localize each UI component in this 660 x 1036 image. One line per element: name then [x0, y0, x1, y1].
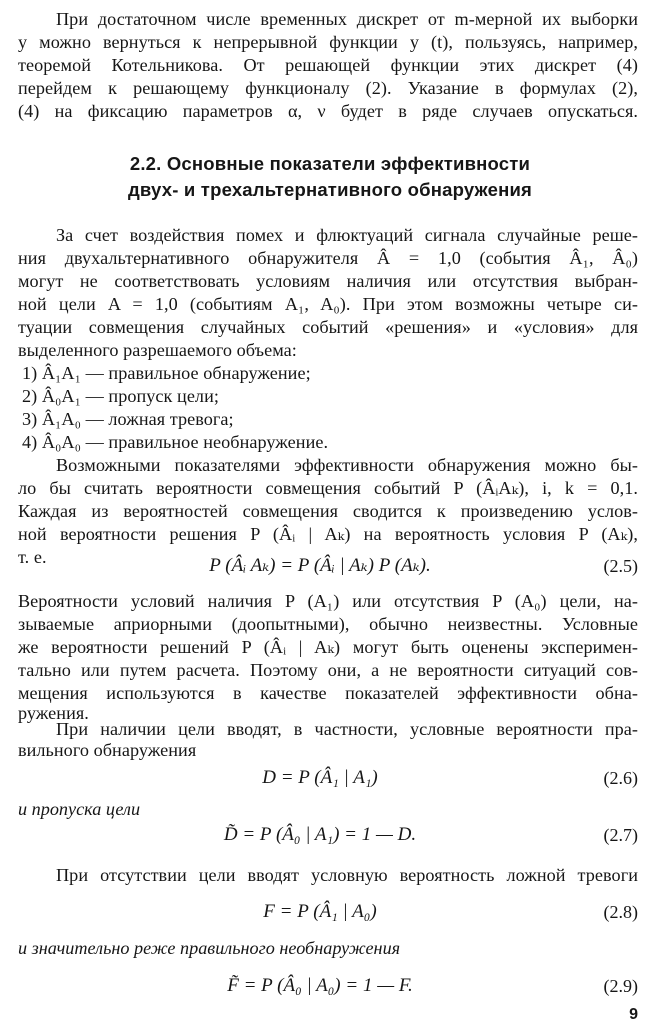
list-item: 1) Â₁A₁ — правильное обнаружение;	[22, 363, 311, 383]
list-item: 2) Â₀A₁ — пропуск цели;	[22, 386, 219, 406]
text-line: (4) на фиксацию параметров α, ν будет в ряде случаев опускаться.	[18, 101, 638, 121]
equation-number: (2.6)	[603, 768, 638, 788]
text-line: При отсутствии цели вводят условную вероятность ложной тревоги	[56, 865, 638, 885]
text-line: теоремой Котельникова. От решающей функции этих дискрет (4)	[18, 55, 638, 75]
text-line: же вероятности решений P (Âᵢ | Aₖ) могут быть оценены эксперимен-	[18, 637, 638, 657]
intro-text: и пропуска цели	[18, 799, 141, 819]
intro-text: и значительно реже правильного необнаружения	[18, 938, 401, 958]
equation-formula: F̃ = P (Â₀ | A₀) = 1 — F.	[227, 975, 413, 996]
equation-formula: D̃ = P (Â₀ | A₁) = 1 — D.	[223, 824, 417, 845]
text-line: Вероятности условий наличия P (A₁) или отсутствия P (A₀) цели, на-	[18, 591, 638, 611]
equation-2-5	[0, 553, 660, 579]
equation-number: (2.7)	[603, 825, 638, 845]
text-line: ружения.	[18, 703, 89, 723]
text-line: ния двухальтернативного обнаружителя Â = 1,0 (события Â₁, Â₀)	[18, 248, 638, 268]
equation-formula: P (Âᵢ Aₖ) = P (Âᵢ | Aₖ) P (Aₖ).	[209, 555, 431, 576]
equation-2-6	[0, 765, 660, 791]
text-line: Каждая из вероятностей совмещения сводится к произведению услов-	[18, 501, 638, 521]
text-line: Возможными показателями эффективности обнаружения можно бы-	[56, 455, 638, 475]
text-line: ной цели A = 1,0 (событиям A₁, A₀). При этом возможны четыре си-	[18, 294, 638, 314]
equation-formula: F = P (Â₁ | A₀)	[263, 901, 377, 922]
equation-number: (2.9)	[603, 976, 638, 996]
page-number: 9	[629, 1006, 638, 1023]
text-line: могут не соответствовать условиям наличия или отсутствия выбран-	[18, 271, 638, 291]
text-line: При достаточном числе временных дискрет от m-мерной их выборки	[56, 9, 638, 29]
equation-2-9	[0, 973, 660, 999]
equation-number: (2.5)	[603, 556, 638, 576]
equation-2-7	[0, 822, 660, 848]
text-line: выделенного разрешаемого объема:	[18, 340, 297, 360]
text-line: зываемые априорными (доопытными), обычно неизвестны. Условные	[18, 614, 638, 634]
section-title: двух- и трехальтернативного обнаружения	[127, 179, 533, 200]
text-line: перейдем к решающему функционалу (2). Указание в формулах (2),	[18, 78, 638, 98]
text-line: т. е.	[18, 547, 47, 567]
text-line: За счет воздействия помех и флюктуаций сигнала случайные реше-	[56, 225, 638, 245]
text-line: При наличии цели вводят, в частности, условные вероятности пра-	[56, 719, 638, 739]
text-line: y можно вернуться к непрерывной функции y (t), пользуясь, например,	[18, 32, 638, 52]
text-line: тально или путем расчета. Поэтому они, а не вероятности ситуаций сов-	[18, 660, 638, 680]
equation-number: (2.8)	[603, 902, 638, 922]
text-line: ло бы считать вероятности совмещения событий P (ÂᵢAₖ), i, k = 0,1.	[18, 478, 638, 498]
equation-formula: D = P (Â₁ | A₁)	[262, 767, 378, 788]
list-item: 3) Â₁A₀ — ложная тревога;	[22, 409, 234, 429]
text-line: туации совмещения случайных событий «решения» и «условия» для	[18, 317, 638, 337]
text-line: вильного обнаружения	[18, 740, 197, 760]
section-title: 2.2. Основные показатели эффективности	[129, 153, 531, 174]
list-item: 4) Â₀A₀ — правильное необнаружение.	[22, 432, 329, 452]
text-line: мещения используются в качестве показателей эффективности обна-	[18, 683, 638, 703]
text-line: ной вероятности решения P (Âᵢ | Aₖ) на вероятность условия P (Aₖ),	[18, 524, 638, 544]
equation-2-8	[0, 899, 660, 925]
